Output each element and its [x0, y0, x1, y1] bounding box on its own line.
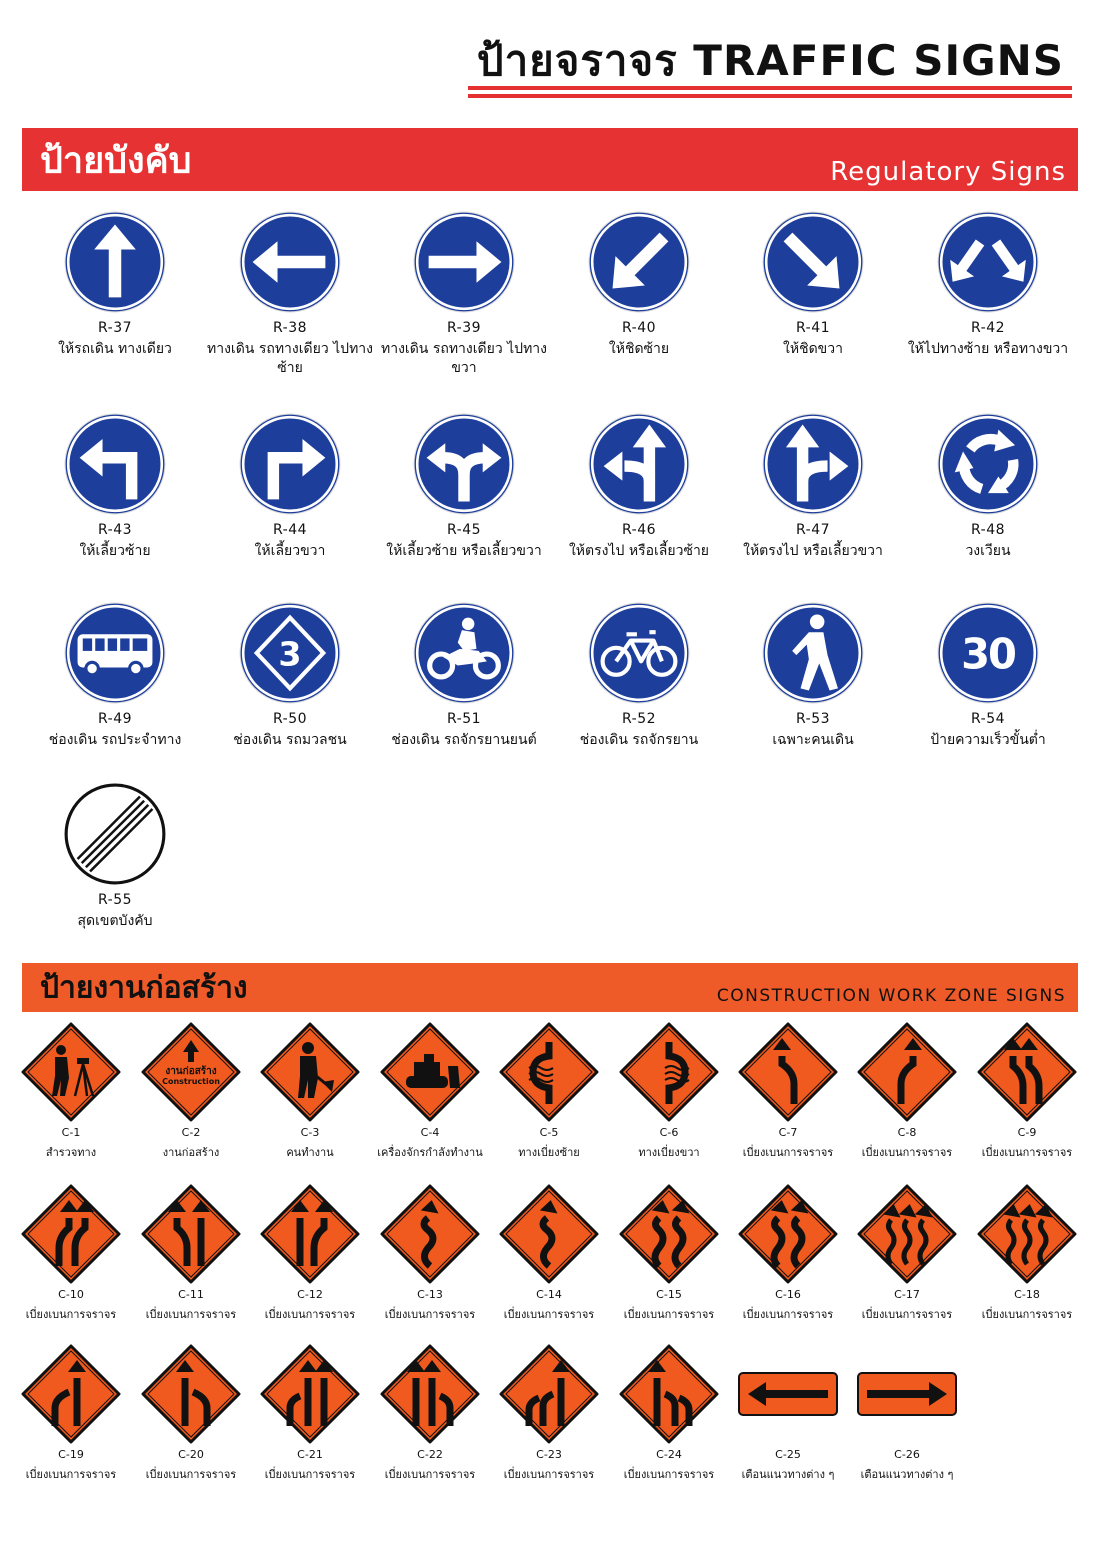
sign-code: C-21: [297, 1448, 323, 1461]
construction-sign-c-2: [133, 1022, 249, 1161]
end-restriction-icon: [63, 782, 167, 886]
sign-code: R-50: [272, 711, 308, 727]
sign-label: เบี่ยงเบนการจราจร: [623, 1468, 715, 1481]
sign-label: เบี่ยงเบนการจราจร: [503, 1308, 595, 1321]
sign-label: ให้ไปทางซ้าย หรือทางขวา: [907, 341, 1069, 357]
sign-code: C-7: [778, 1126, 798, 1139]
sign-code: C-24: [656, 1448, 682, 1461]
sign-label: ให้ชิดขวา: [783, 341, 843, 357]
worker-icon: [260, 1022, 360, 1122]
sign-code: R-45: [446, 522, 482, 538]
construction-sign-c-18: [969, 1184, 1085, 1323]
sign-label: เบี่ยงเบนการจราจร: [145, 1468, 237, 1481]
pedestrian-icon: [761, 601, 865, 705]
arrow-board-right-icon: [857, 1344, 957, 1444]
bicycle-icon: [587, 601, 691, 705]
double-winding-icon: [738, 1184, 838, 1284]
sign-label: เบี่ยงเบนการจราจร: [25, 1308, 117, 1321]
regulatory-sign-r-45: [379, 412, 549, 561]
merge-right-double-icon: [499, 1344, 599, 1444]
regulatory-sign-r-40: [554, 210, 724, 359]
lane-merge-three-left-icon: [380, 1344, 480, 1444]
sign-label: สำรวจทาง: [45, 1146, 97, 1159]
sign-label: เครื่องจักรกำลังทำงาน: [377, 1146, 483, 1159]
speed-30-icon: [936, 601, 1040, 705]
triple-winding-icon: [977, 1184, 1077, 1284]
detour-right-icon: [619, 1022, 719, 1122]
straight-or-right-icon: [761, 412, 865, 516]
sign-label: เบี่ยงเบนการจราจร: [742, 1146, 834, 1159]
sign-label: ให้เลี้ยวขวา: [254, 543, 326, 559]
construction-text-en: Construction: [162, 1077, 220, 1086]
sign-code: C-16: [775, 1288, 801, 1301]
construction-sign-c-25: [730, 1344, 846, 1483]
sign-code: R-51: [446, 711, 482, 727]
regulatory-sign-r-54: [903, 601, 1073, 750]
sign-label: เบี่ยงเบนการจราจร: [384, 1468, 476, 1481]
regulatory-sign-r-51: [379, 601, 549, 750]
construction-sign-c-16: [730, 1184, 846, 1323]
sign-code: C-25: [775, 1448, 801, 1461]
arrow-down-right-icon: [761, 210, 865, 314]
diamond-3-icon: [238, 601, 342, 705]
sign-label: ให้รถเดิน ทางเดียว: [58, 341, 172, 357]
sign-code: R-47: [795, 522, 831, 538]
sign-label: ทางเดิน รถทางเดียว ไปทางซ้าย: [207, 341, 373, 376]
sign-code: R-46: [621, 522, 657, 538]
sign-label: เบี่ยงเบนการจราจร: [623, 1308, 715, 1321]
sign-label: งานก่อสร้าง: [162, 1146, 220, 1159]
construction-sign-c-20: [133, 1344, 249, 1483]
surveyor-icon: [21, 1022, 121, 1122]
sign-code: C-3: [300, 1126, 320, 1139]
construction-sign-c-5: [491, 1022, 607, 1161]
sign-code: C-18: [1014, 1288, 1040, 1301]
sign-code: R-53: [795, 711, 831, 727]
sign-label: ช่องเดิน รถจักรยาน: [579, 732, 699, 748]
straight-or-left-icon: [587, 412, 691, 516]
sign-code: C-15: [656, 1288, 682, 1301]
sign-label: สุดเขตบังคับ: [77, 913, 153, 929]
merge-left-double-icon: [619, 1344, 719, 1444]
sign-code: R-54: [970, 711, 1006, 727]
arrow-board-left-icon: [738, 1344, 838, 1444]
sign-code: C-9: [1017, 1126, 1037, 1139]
sign-code: C-13: [417, 1288, 443, 1301]
sign-label: ทางเบี่ยงซ้าย: [518, 1146, 580, 1159]
svg-text:3: 3: [278, 634, 302, 674]
construction-sign-c-6: [611, 1022, 727, 1161]
bulldozer-icon: [380, 1022, 480, 1122]
regulatory-sign-r-43: [30, 412, 200, 561]
sign-code: C-6: [659, 1126, 679, 1139]
regulatory-sign-r-42: [903, 210, 1073, 359]
merge-left-icon: [141, 1344, 241, 1444]
regulatory-sign-r-48: [903, 412, 1073, 561]
regulatory-sign-r-37: [30, 210, 200, 359]
sign-label: ช่องเดิน รถมวลชน: [233, 732, 347, 748]
sign-code: R-49: [97, 711, 133, 727]
sign-code: R-40: [621, 320, 657, 336]
triple-winding-icon: [857, 1184, 957, 1284]
sign-code: C-8: [897, 1126, 917, 1139]
straight-shift-right-icon: [260, 1184, 360, 1284]
lane-merge-three-icon: [260, 1344, 360, 1444]
sign-code: R-38: [272, 320, 308, 336]
sign-label: เบี่ยงเบนการจราจร: [25, 1468, 117, 1481]
title-underline-bottom: [468, 94, 1072, 98]
construction-sign-c-17: [849, 1184, 965, 1323]
sign-label: เบี่ยงเบนการจราจร: [742, 1308, 834, 1321]
arrow-split-down-icon: [936, 210, 1040, 314]
construction-sign-c-24: [611, 1344, 727, 1483]
motorcycle-icon: [412, 601, 516, 705]
construction-sign-c-12: [252, 1184, 368, 1323]
sign-label: ทางเดิน รถทางเดียว ไปทางขวา: [381, 341, 547, 376]
construction-sign-c-8: [849, 1022, 965, 1161]
sign-code: C-26: [894, 1448, 920, 1461]
construction-sign-c-11: [133, 1184, 249, 1323]
sign-code: C-12: [297, 1288, 323, 1301]
regulatory-title-th: ป้ายบังคับ: [40, 140, 192, 181]
svg-text:30: 30: [961, 629, 1015, 679]
regulatory-sign-r-50: [205, 601, 375, 750]
double-shift-left-icon: [977, 1022, 1077, 1122]
sign-label: เบี่ยงเบนการจราจร: [145, 1308, 237, 1321]
construction-text-th: งานก่อสร้าง: [165, 1066, 217, 1077]
sign-code: R-37: [97, 320, 133, 336]
regulatory-header-bar: [22, 128, 1078, 191]
sign-code: C-17: [894, 1288, 920, 1301]
sign-code: R-48: [970, 522, 1006, 538]
sign-label: เตือนแนวทางต่าง ๆ: [860, 1468, 954, 1481]
sign-code: C-1: [61, 1126, 81, 1139]
regulatory-title-en: Regulatory Signs: [830, 157, 1066, 187]
sign-code: R-52: [621, 711, 657, 727]
construction-sign-c-21: [252, 1344, 368, 1483]
turn-right-icon: [238, 412, 342, 516]
sign-label: เบี่ยงเบนการจราจร: [981, 1146, 1073, 1159]
sign-code: C-14: [536, 1288, 562, 1301]
construction-sign-c-13: [372, 1184, 488, 1323]
turn-left-icon: [63, 412, 167, 516]
sign-code: C-11: [178, 1288, 204, 1301]
construction-sign-c-22: [372, 1344, 488, 1483]
roundabout-icon: [936, 412, 1040, 516]
sign-code: R-43: [97, 522, 133, 538]
sign-label: ทางเบี่ยงขวา: [638, 1146, 700, 1159]
sign-code: R-39: [446, 320, 482, 336]
sign-label: ให้ตรงไป หรือเลี้ยวซ้าย: [568, 543, 710, 559]
sign-label: ป้ายความเร็วขั้นต่ำ: [930, 732, 1046, 748]
construction-title-en: CONSTRUCTION WORK ZONE SIGNS: [716, 986, 1066, 1006]
regulatory-sign-r-47: [728, 412, 898, 561]
sign-code: R-55: [97, 892, 133, 908]
sign-code: C-10: [58, 1288, 84, 1301]
construction-sign-c-9: [969, 1022, 1085, 1161]
sign-code: R-44: [272, 522, 308, 538]
sign-label: ให้เลี้ยวซ้าย หรือเลี้ยวขวา: [386, 543, 542, 559]
construction-text-icon: [141, 1022, 241, 1122]
construction-sign-c-15: [611, 1184, 727, 1323]
detour-left-icon: [499, 1022, 599, 1122]
sign-label: ให้ตรงไป หรือเลี้ยวขวา: [743, 543, 883, 559]
sign-code: C-2: [181, 1126, 201, 1139]
sign-label: ช่องเดิน รถประจำทาง: [48, 732, 182, 748]
sign-code: C-5: [539, 1126, 559, 1139]
sign-code: C-4: [420, 1126, 440, 1139]
sign-label: เฉพาะคนเดิน: [772, 732, 854, 748]
sign-label: เบี่ยงเบนการจราจร: [264, 1468, 356, 1481]
sign-code: C-20: [178, 1448, 204, 1461]
regulatory-sign-r-53: [728, 601, 898, 750]
sign-label: เบี่ยงเบนการจราจร: [264, 1308, 356, 1321]
shift-left-straight-icon: [141, 1184, 241, 1284]
arrow-right-icon: [412, 210, 516, 314]
regulatory-sign-r-44: [205, 412, 375, 561]
sign-code: C-19: [58, 1448, 84, 1461]
winding-road-icon: [499, 1184, 599, 1284]
sign-label: เบี่ยงเบนการจราจร: [384, 1308, 476, 1321]
construction-title-th: ป้ายงานก่อสร้าง: [40, 970, 248, 1005]
arrow-left-icon: [238, 210, 342, 314]
construction-sign-c-1: [13, 1022, 129, 1161]
lane-shift-left-icon: [738, 1022, 838, 1122]
sign-code: C-23: [536, 1448, 562, 1461]
regulatory-sign-r-46: [554, 412, 724, 561]
page-title: ป้ายจราจร TRAFFIC SIGNS: [476, 36, 1064, 85]
regulatory-sign-r-52: [554, 601, 724, 750]
merge-right-icon: [21, 1344, 121, 1444]
construction-sign-c-23: [491, 1344, 607, 1483]
arrow-up-icon: [63, 210, 167, 314]
lane-shift-right-icon: [857, 1022, 957, 1122]
sign-label: วงเวียน: [965, 543, 1011, 559]
fork-left-right-icon: [412, 412, 516, 516]
sign-label: เบี่ยงเบนการจราจร: [981, 1308, 1073, 1321]
construction-sign-c-26: [849, 1344, 965, 1483]
regulatory-sign-r-55: [30, 782, 200, 931]
title-underline-top: [468, 86, 1072, 90]
sign-label: เบี่ยงเบนการจราจร: [861, 1146, 953, 1159]
construction-sign-c-19: [13, 1344, 129, 1483]
construction-sign-c-10: [13, 1184, 129, 1323]
sign-code: R-41: [795, 320, 831, 336]
regulatory-sign-r-38: [205, 210, 375, 378]
sign-label: เบี่ยงเบนการจราจร: [503, 1468, 595, 1481]
sign-label: ให้ชิดซ้าย: [608, 341, 670, 357]
construction-sign-c-4: [372, 1022, 488, 1161]
sign-code: C-22: [417, 1448, 443, 1461]
sign-label: ให้เลี้ยวซ้าย: [79, 543, 151, 559]
double-winding-icon: [619, 1184, 719, 1284]
sign-label: ช่องเดิน รถจักรยานยนต์: [391, 732, 537, 748]
construction-sign-c-3: [252, 1022, 368, 1161]
winding-road-icon: [380, 1184, 480, 1284]
sign-code: R-42: [970, 320, 1006, 336]
arrow-down-left-icon: [587, 210, 691, 314]
regulatory-sign-r-41: [728, 210, 898, 359]
sign-label: เบี่ยงเบนการจราจร: [861, 1308, 953, 1321]
construction-sign-c-7: [730, 1022, 846, 1161]
regulatory-sign-r-49: [30, 601, 200, 750]
construction-sign-c-14: [491, 1184, 607, 1323]
double-shift-right-icon: [21, 1184, 121, 1284]
construction-header-bar: [22, 963, 1078, 1012]
sign-label: เตือนแนวทางต่าง ๆ: [741, 1468, 835, 1481]
bus-icon: [63, 601, 167, 705]
regulatory-sign-r-39: [379, 210, 549, 378]
sign-label: คนทำงาน: [286, 1146, 334, 1159]
